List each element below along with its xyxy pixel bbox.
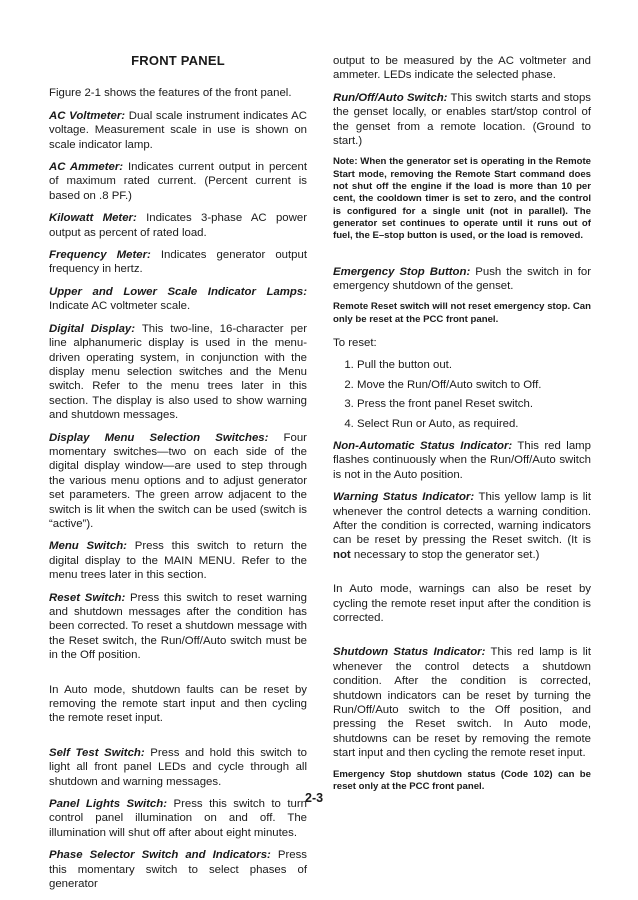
term: Shutdown Status Indicator: xyxy=(333,646,486,659)
spacer xyxy=(49,671,307,683)
ac-ammeter-paragraph xyxy=(49,160,307,203)
auto-shutdown-paragraph: In Auto mode, shutdown faults can be reset by removing the remote start input and then cycling the remote reset input. xyxy=(49,683,307,725)
description: Indicate AC voltmeter scale. xyxy=(49,300,191,313)
left-column xyxy=(49,54,307,900)
description: This switch starts and stops the genset locally, or enables start/stop control of the genset from a remote location. (Ground to start.) xyxy=(333,91,591,148)
menu-selection-paragraph xyxy=(49,431,307,532)
term: Reset Switch: xyxy=(49,591,126,604)
description: Indicates generator output frequency in hertz. xyxy=(49,249,308,276)
term: Menu Switch: xyxy=(49,540,127,553)
spacer xyxy=(333,570,591,582)
self-test-paragraph xyxy=(49,746,307,789)
menu-switch-paragraph xyxy=(49,539,307,582)
description: Press this switch to reset warning and shutdown messages after the condition has been corrected. To reset a shutdown message with the Reset switch, the Run/Off/Auto switch must be in the Off position. xyxy=(49,591,307,662)
list-item: 2. Move the Run/Off/Auto switch to Off. xyxy=(357,378,591,392)
section-title: FRONT PANEL xyxy=(131,53,225,68)
reset-switch-paragraph xyxy=(49,591,307,663)
to-reset-label: To reset: xyxy=(333,336,377,349)
digital-display-paragraph xyxy=(49,322,307,423)
phase-selector-continued: output to be measured by the AC voltmeter and ammeter. LEDs indicate the selected phase. xyxy=(333,55,591,82)
description: Press this switch to return the digital display to the MAIN MENU. Refer to the menu trees later in this section. xyxy=(49,540,307,582)
kilowatt-meter-paragraph xyxy=(49,211,307,240)
non-automatic-paragraph xyxy=(333,439,591,482)
scale-lamps-paragraph xyxy=(49,285,307,314)
term: Warning Status Indicator: xyxy=(333,491,475,504)
description: This red lamp flashes continuously when the Run/Off/Auto switch is not in the Auto position. xyxy=(333,439,591,481)
description: Press this switch to turn control panel illumination on and off. The illumination will shut off after about eight minutes. xyxy=(49,798,307,839)
description: Press this momentary switch to select phases of generator xyxy=(49,849,307,891)
term: Upper and Lower Scale Indicator Lamps: xyxy=(49,285,307,298)
term: Kilowatt Meter: xyxy=(49,212,137,225)
remote-start-note: Note: When the generator set is operating in the Remote Start mode, removing the Remote Start command does not shut off the engine if the load is more than 10 per cent, the cooldown timer is set to zero, and the control is configured for a single unit (not in parallel). The generator set continues to operate until it runs out of fuel, the E–stop button is used, or the load is removed. xyxy=(333,156,591,242)
term: Emergency Stop Button: xyxy=(333,265,471,278)
term: Phase Selector Switch and Indicators: xyxy=(49,849,271,862)
spacer xyxy=(333,633,591,645)
description: This red lamp is lit whenever the control detects a shutdown condition. After the condition is corrected, shutdown indicators can be reset by turning the Run/Off/Auto switch to the Off position, and pressing the Reset switch. In Auto mode, shutdowns can be reset by removing the remote start input and then cycling the remote reset input. xyxy=(333,646,591,760)
list-item: 3. Press the front panel Reset switch. xyxy=(357,397,591,411)
page-number: 2-3 xyxy=(305,791,324,805)
term: Run/Off/Auto Switch: xyxy=(333,91,448,104)
description: Indicates current output in percent of maximum rated current. (Percent current is based on .8 PF.) xyxy=(49,161,307,202)
description: Push the switch in for emergency shutdown of the genset. xyxy=(333,265,591,292)
spacer xyxy=(49,734,307,746)
list-item: 4. Select Run or Auto, as required. xyxy=(357,417,591,431)
description: This yellow lamp is lit whenever the control detects a warning condition. After the condition is corrected, warning indicators can be reset by pressing the Reset switch. (It is xyxy=(333,491,591,547)
phase-selector-paragraph xyxy=(49,848,307,891)
frequency-meter-paragraph xyxy=(49,248,307,277)
description: Dual scale instrument indicates AC voltage. Measurement scale in use is shown on scale indicator lamp. xyxy=(49,109,307,151)
description: necessary to stop the generator set.) xyxy=(350,548,540,561)
term: Frequency Meter: xyxy=(49,249,151,262)
run-off-auto-paragraph xyxy=(333,91,591,149)
description: Indicates 3-phase AC power output as percent of rated load. xyxy=(49,212,307,239)
description: Press and hold this switch to light all front panel LEDs and cycle through all shutdown and warning messages. xyxy=(49,746,307,788)
ac-voltmeter-paragraph xyxy=(49,109,307,152)
description: Four momentary switches—two on each side of the digital display window—are used to step through the various menu options and to adjust generator set parameters. The green arrow adjacent to the switch is lit when the switch can be used (switch is “active”). xyxy=(49,431,307,530)
spacer xyxy=(333,253,591,265)
term: Self Test Switch: xyxy=(49,746,145,759)
term: Non-Automatic Status Indicator: xyxy=(333,439,513,452)
emphasis: not xyxy=(333,548,351,561)
shutdown-status-paragraph xyxy=(333,645,591,760)
panel-lights-paragraph xyxy=(49,797,307,840)
term: Digital Display: xyxy=(49,322,136,335)
reset-steps-list xyxy=(333,358,591,431)
list-item: 1. Pull the button out. xyxy=(357,358,591,372)
term: Display Menu Selection Switches: xyxy=(49,431,269,444)
estop-code-note: Emergency Stop shutdown status (Code 102) can be reset only at the PCC front panel. xyxy=(333,768,591,792)
term: Panel Lights Switch: xyxy=(49,798,168,811)
emergency-stop-paragraph xyxy=(333,265,591,294)
auto-warning-paragraph: In Auto mode, warnings can also be reset by cycling the remote reset input after the condition is corrected. xyxy=(333,583,591,625)
description: This two-line, 16-character per line alphanumeric display is used in the menu-driven operating system, in conjunction with the display menu selection switches and the Menu switch. Refer to the menu trees later in this section. The display is also used to show warning and shutdown messages. xyxy=(49,322,307,422)
term: AC Ammeter: xyxy=(49,161,124,174)
warning-status-paragraph xyxy=(333,490,591,562)
remote-reset-note: Remote Reset switch will not reset emergency stop. Can only be reset at the PCC front panel. xyxy=(333,301,591,325)
term: AC Voltmeter: xyxy=(49,109,126,122)
intro-paragraph: Figure 2-1 shows the features of the front panel. xyxy=(49,87,292,100)
right-column xyxy=(333,54,591,803)
